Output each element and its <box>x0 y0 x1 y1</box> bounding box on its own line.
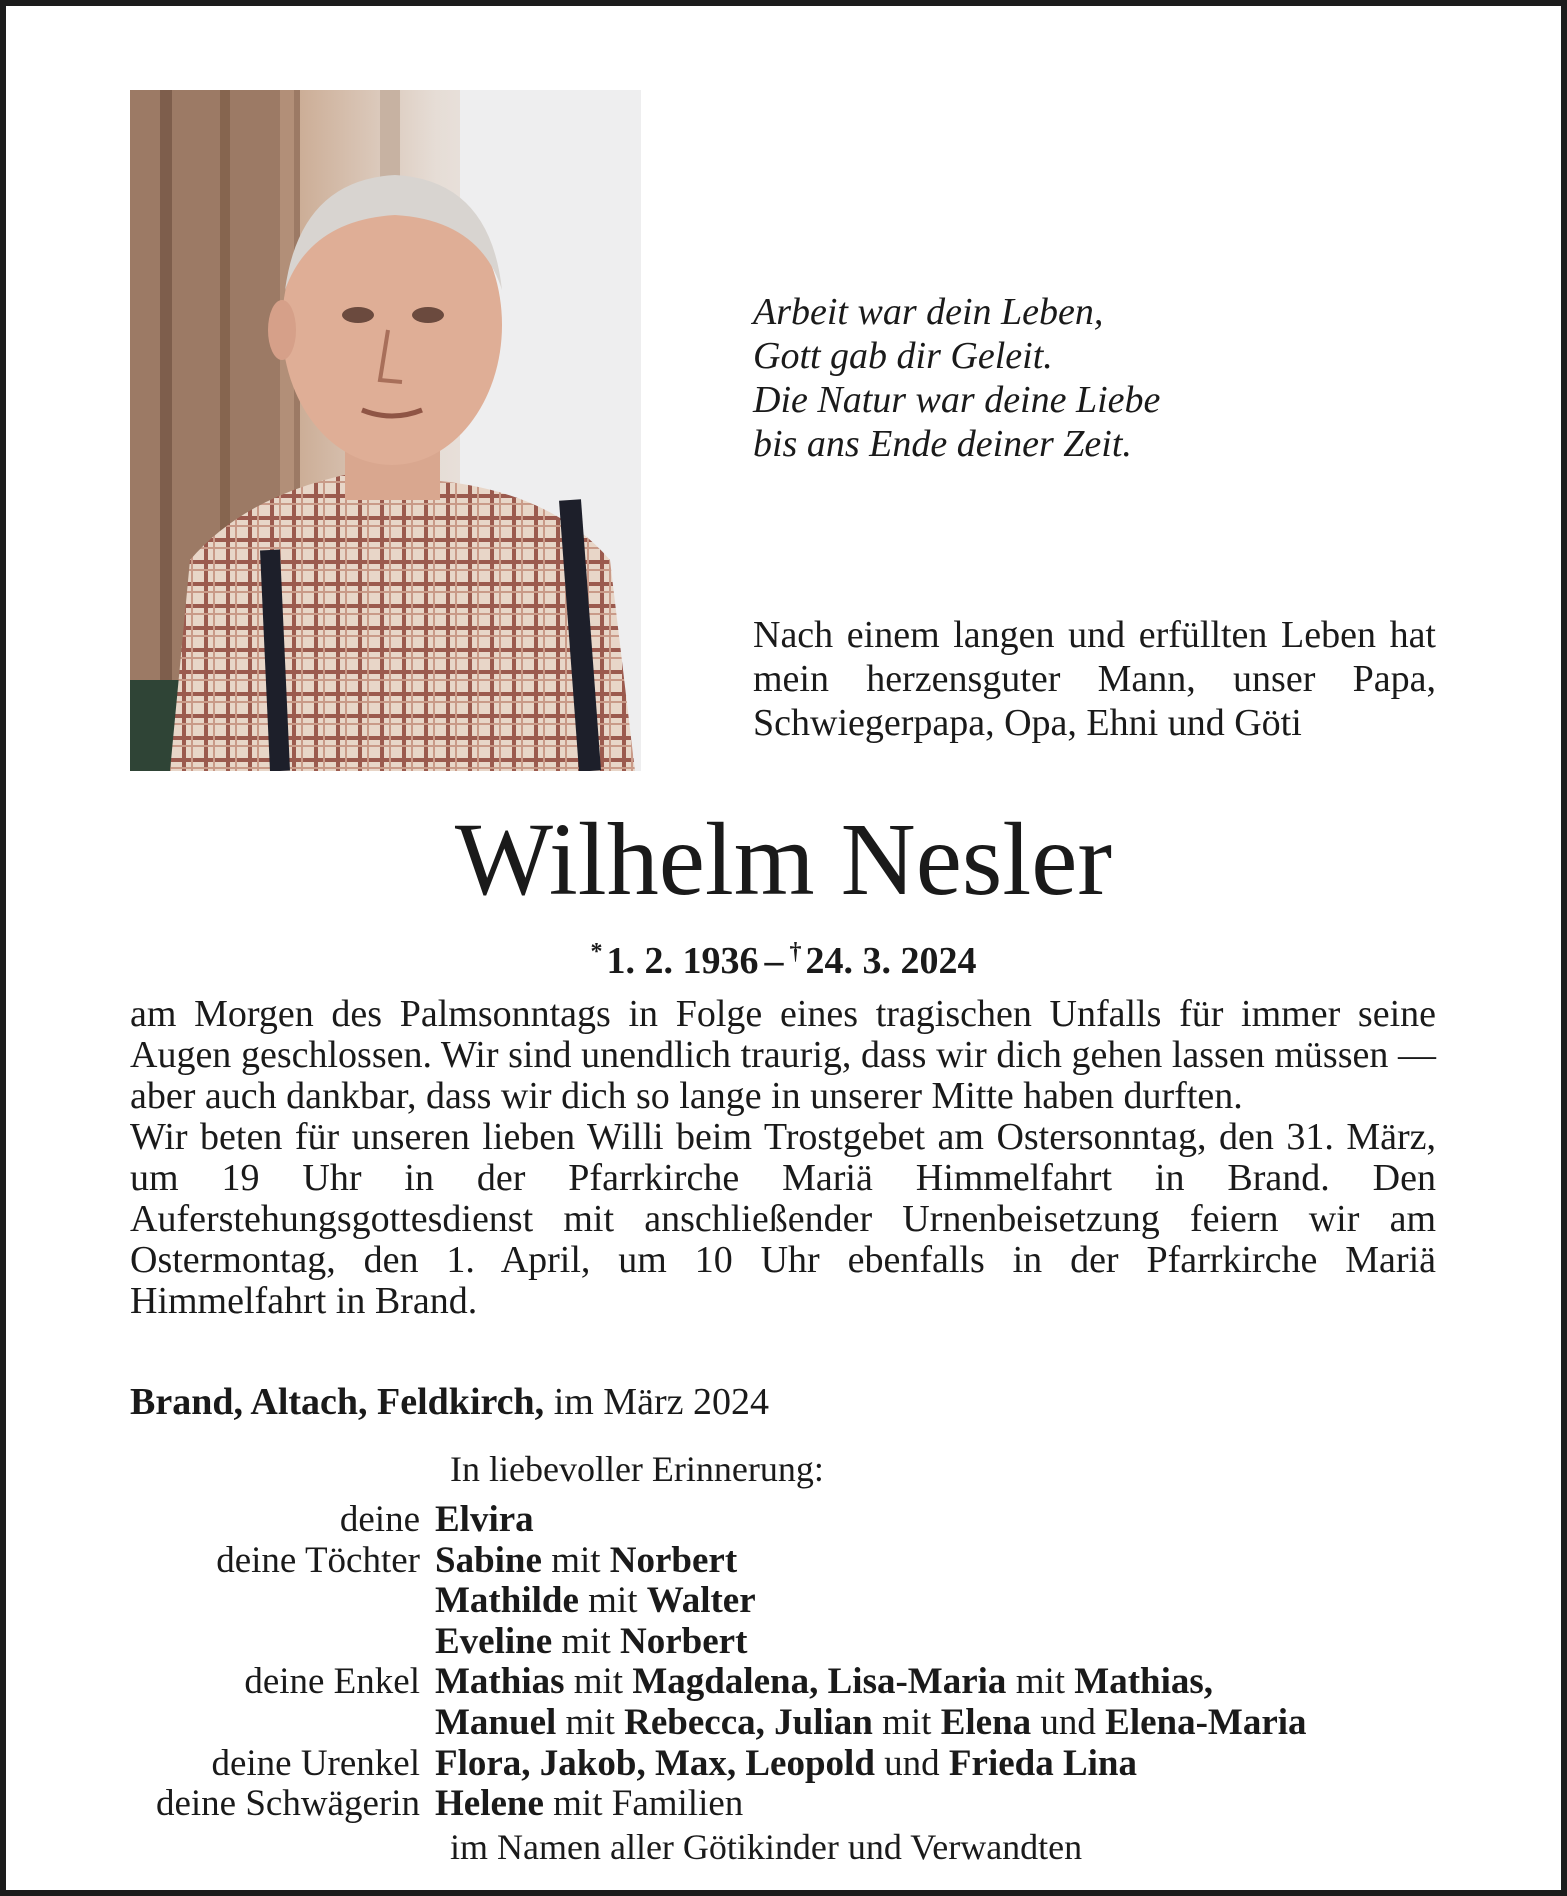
family-names: Helene mit Familien <box>435 1783 744 1825</box>
family-names: Sabine mit Norbert <box>435 1539 738 1581</box>
family-label <box>0 1622 435 1663</box>
portrait-illustration <box>130 90 641 771</box>
deceased-name: Wilhelm Nesler <box>454 802 1113 917</box>
intro-text: Nach einem langen und erfüllten Leben hat mein herzensguter Mann, unser Papa, Schwiegerpapa, Opa, Ehni und Göti <box>753 614 1436 744</box>
body-text <box>130 994 1436 1322</box>
birth-date: 1. 2. 1936 <box>606 940 759 982</box>
poem-line: Arbeit war dein Leben, <box>753 291 1104 333</box>
family-row <box>0 1581 1567 1622</box>
place-locations: Brand, Altach, Feldkirch, <box>130 1381 545 1423</box>
poem-line: bis ans Ende deiner Zeit. <box>753 423 1132 465</box>
family-label: deine Urenkel <box>211 1742 420 1784</box>
family-row <box>0 1744 1567 1785</box>
family-row <box>0 1622 1567 1663</box>
family-closing-line: im Namen aller Götikinder und Verwandten <box>450 1826 1083 1867</box>
place-date: im März 2024 <box>553 1381 769 1423</box>
family-row <box>0 1703 1567 1744</box>
poem <box>753 290 1160 466</box>
family-label <box>0 1703 435 1744</box>
family-names: Eveline mit Norbert <box>435 1620 748 1662</box>
death-date: 24. 3. 2024 <box>805 940 977 982</box>
birth-symbol: * <box>590 939 603 965</box>
family-names: Mathias mit Magdalena, Lisa-Maria mit Mathias, <box>435 1661 1214 1703</box>
family-label: deine Schwägerin <box>155 1783 420 1825</box>
family-row <box>0 1784 1567 1825</box>
family-names: Elvira <box>435 1499 534 1540</box>
family-label: deine <box>339 1499 420 1540</box>
poem-line: Die Natur war deine Liebe <box>753 379 1161 421</box>
family-names: Mathilde mit Walter <box>435 1580 756 1622</box>
family-label: deine Enkel <box>244 1661 420 1703</box>
family-list <box>0 1500 1567 1869</box>
portrait-photo <box>130 90 641 771</box>
family-names: Flora, Jakob, Max, Leopold und Frieda Lina <box>435 1742 1138 1784</box>
body-paragraph: Wir beten für unseren lieben Willi beim Trostgebet am Ostersonntag, den 31. März, um 19 Uhr in der Pfarrkirche Mariä Himmelfahrt in Brand. Den Auferstehungsgottesdienst mit anschließender Urnenbeisetzung feiern wir am Ostermontag, den 1. April, um 10 Uhr ebenfalls in der Pfarrkirche Mariä Himmelfahrt in Brand. <box>130 1116 1436 1322</box>
family-row <box>0 1500 1567 1541</box>
family-names: Manuel mit Rebecca, Julian mit Elena und Elena-Maria <box>435 1701 1307 1743</box>
place-date-line <box>130 1380 769 1424</box>
family-label: deine Töchter <box>216 1539 420 1581</box>
death-symbol: † <box>789 939 802 965</box>
family-row <box>0 1662 1567 1703</box>
life-dates <box>0 928 1567 985</box>
poem-line: Gott gab dir Geleit. <box>753 335 1053 377</box>
family-label <box>0 1581 435 1622</box>
memory-line: In liebevoller Erinnerung: <box>450 1449 824 1489</box>
date-separator: – <box>764 940 784 982</box>
family-row <box>0 1541 1567 1582</box>
body-paragraph: am Morgen des Palmsonntags in Folge eines tragischen Unfalls für immer seine Augen geschlossen. Wir sind unendlich traurig, dass wir dich gehen lassen müssen —aber auch dankbar, dass wir dich so lange in unserer Mitte haben durften. <box>130 993 1436 1117</box>
